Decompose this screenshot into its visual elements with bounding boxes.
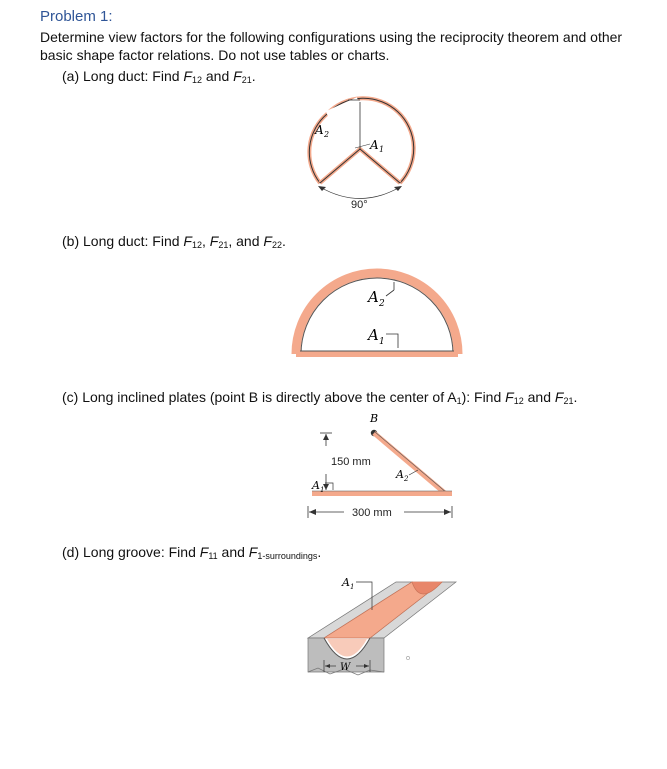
part-c-f12: F — [505, 389, 514, 405]
part-c-f12-sub: 12 — [513, 396, 524, 406]
problem-intro: Determine view factors for the following configurations using the reciprocity theorem and other basic shape factor relations. Do not use tables or charts. — [40, 29, 623, 63]
figure-c-label-a2-sub: 2 — [404, 475, 409, 483]
part-a-f21: F — [233, 68, 242, 84]
part-b-text — [62, 232, 286, 254]
part-a-f21-sub: 21 — [241, 75, 252, 85]
part-b-and: , and — [228, 233, 264, 249]
part-b-comma: , — [201, 233, 210, 249]
part-d-f1s-sub: 1-surroundings — [257, 551, 318, 561]
figure-a-angle: 90° — [351, 199, 368, 211]
figure-b-half-duct — [292, 268, 462, 360]
figure-a-label-a2: A — [315, 123, 324, 137]
part-d-f1s: F — [248, 544, 258, 560]
part-b-f21-sub: 21 — [218, 240, 229, 250]
part-d-text — [62, 543, 321, 565]
part-a-and: and — [201, 68, 234, 84]
figure-a-label-a1: A — [370, 138, 379, 152]
part-b-prefix: (b) Long duct: Find — [62, 233, 184, 249]
part-b-f21: F — [209, 233, 219, 249]
figure-c-label-a1-sub: 1 — [320, 486, 325, 494]
figure-c-inclined-plates — [300, 410, 460, 520]
figure-c-height: 150 mm — [331, 456, 371, 468]
part-c-prefix: (c) Long inclined plates (point B is directly above the center of A — [62, 389, 457, 405]
figure-d-label-w: W — [340, 662, 351, 673]
figure-c-label-a1: A — [312, 479, 320, 492]
part-c-text — [62, 388, 577, 410]
part-c-f21: F — [554, 389, 564, 405]
figure-d-label-a1-sub: 1 — [350, 583, 355, 591]
part-a-text — [62, 67, 256, 89]
figure-c-width: 300 mm — [352, 507, 392, 519]
part-a-f12-sub: 12 — [191, 75, 202, 85]
part-d-and: and — [217, 544, 249, 560]
figure-b-label-a2: A — [368, 288, 379, 306]
part-d-end: . — [317, 544, 322, 560]
figure-b-label-a1: A — [368, 326, 379, 344]
figure-a-label-a1-sub: 1 — [379, 145, 385, 154]
figure-c-point-b: B — [370, 412, 379, 425]
figure-b-label-a1-sub: 1 — [379, 337, 385, 347]
part-c-f21-sub: 21 — [563, 396, 574, 406]
part-a-prefix: (a) Long duct: Find — [62, 68, 184, 84]
part-b-f12: F — [183, 233, 192, 249]
part-c-a-sub: 1 — [456, 396, 462, 406]
part-d-f11-sub: 11 — [208, 551, 218, 561]
figure-b-label-a2-sub: 2 — [379, 299, 385, 309]
part-d-prefix: (d) Long groove: Find — [62, 544, 200, 560]
part-d-f11: F — [199, 544, 209, 560]
figure-a-duct — [300, 92, 420, 214]
part-b-end: . — [281, 233, 286, 249]
problem-title: Problem 1: — [40, 8, 113, 25]
part-a-f12: F — [183, 68, 192, 84]
figure-d-groove — [300, 572, 460, 682]
part-a-end: . — [251, 68, 256, 84]
figure-a-label-a2-sub: 2 — [324, 130, 330, 139]
part-b-f12-sub: 12 — [191, 240, 202, 250]
part-b-f22: F — [263, 233, 272, 249]
part-b-f22-sub: 22 — [271, 240, 282, 250]
figure-d-label-a1: A — [342, 576, 350, 589]
part-c-end: . — [573, 389, 578, 405]
figure-c-label-a2: A — [396, 468, 404, 481]
part-c-and: and — [523, 389, 555, 405]
part-c-mid: ): Find — [461, 389, 506, 405]
